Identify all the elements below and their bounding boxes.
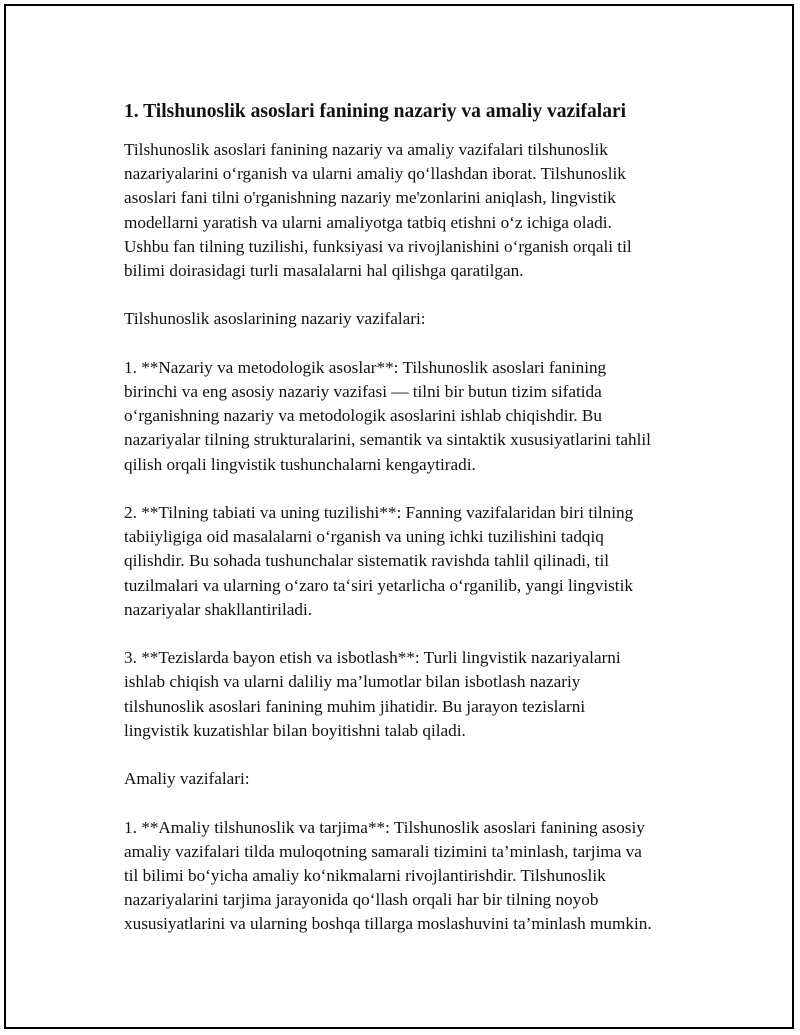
text-line: xususiyatlarini va ularning boshqa tillarga moslashuvini ta’minlash mumkin. <box>124 914 652 934</box>
text-line: Ushbu fan tilning tuzilishi, funksiyasi va rivojlanishini o‘rganish orqali til <box>124 236 632 256</box>
text-line: qilish orqali lingvistik tushunchalarni kengaytiradi. <box>124 454 476 474</box>
text-line: tuzilmalari va ularning o‘zaro ta‘siri yetarlicha o‘rganilib, yangi lingvistik <box>124 575 633 595</box>
text-line: nazariyalar tilning strukturalarini, semantik va sintaktik xususiyatlarini tahlil <box>124 430 651 450</box>
text-line: nazariyalar shakllantiriladi. <box>124 599 313 619</box>
paragraph-item-2-theoretical <box>124 501 704 622</box>
document-body <box>124 100 704 961</box>
document-title: 1. Tilshunoslik asoslari fanining nazariy va amaliy vazifalari <box>124 101 627 122</box>
text-line: Tilshunoslik asoslari fanining nazariy va amaliy vazifalari tilshunoslik <box>124 140 608 159</box>
paragraph-item-1-theoretical <box>124 356 704 477</box>
text-line: Tilshunoslik asoslarining nazariy vazifalari: <box>124 309 426 329</box>
section-heading-theoretical <box>124 307 704 331</box>
text-line: amaliy vazifalari tilda muloqotning samarali tizimini ta’minlash, tarjima va <box>124 841 642 861</box>
text-line: 3. **Tezislarda bayon etish va isbotlash**: Turli lingvistik nazariyalarni <box>124 648 621 668</box>
text-line: tilshunoslik asoslari fanining muhim jihatidir. Bu jarayon tezislarni <box>124 696 586 716</box>
text-line: tabiiyligiga oid masalalarni o‘rganish va uning ichki tuzilishini tadqiq <box>124 527 604 547</box>
paragraph-item-3-theoretical <box>124 646 704 743</box>
text-line: asoslari fani tilni o'rganishning nazariy me'zonlarini aniqlash, lingvistik <box>124 188 616 208</box>
page-frame <box>4 4 794 1029</box>
text-line: birinchi va eng asosiy nazariy vazifasi — tilni bir butun tizim sifatida <box>124 382 602 401</box>
paragraph-intro <box>124 138 704 283</box>
text-line: modellarni yaratish va ularni amaliyotga tatbiq etishni o‘z ichiga oladi. <box>124 212 612 232</box>
section-heading-practical <box>124 767 704 791</box>
text-line: Amaliy vazifalari: <box>124 769 250 789</box>
text-line: 1. **Nazariy va metodologik asoslar**: Tilshunoslik asoslari fanining <box>124 357 607 377</box>
text-line: o‘rganishning nazariy va metodologik asoslarini ishlab chiqishdir. Bu <box>124 406 602 426</box>
text-line: til bilimi bo‘yicha amaliy ko‘nikmalarni rivojlantirishdir. Tilshunoslik <box>124 866 606 885</box>
text-line: 2. **Tilning tabiati va uning tuzilishi**: Fanning vazifalaridan biri tilning <box>124 503 634 522</box>
text-line: nazariyalarini o‘rganish va ularni amaliy qo‘llashdan iborat. Tilshunoslik <box>124 164 626 184</box>
text-line: qilishdir. Bu sohada tushunchalar sistematik ravishda tahlil qilinadi, til <box>124 551 610 571</box>
paragraph-item-1-practical <box>124 816 704 937</box>
text-line: lingvistik kuzatishlar bilan boyitishni talab qiladi. <box>124 720 466 740</box>
text-line: 1. **Amaliy tilshunoslik va tarjima**: Tilshunoslik asoslari fanining asosiy <box>124 817 645 837</box>
text-line: bilimi doirasidagi turli masalalarni hal qilishga qaratilgan. <box>124 261 524 281</box>
text-line: nazariyalarini tarjima jarayonida qo‘llash orqali har bir tilning noyob <box>124 890 599 910</box>
text-line: ishlab chiqish va ularni daliliy ma’lumotlar bilan isbotlash nazariy <box>124 672 581 692</box>
